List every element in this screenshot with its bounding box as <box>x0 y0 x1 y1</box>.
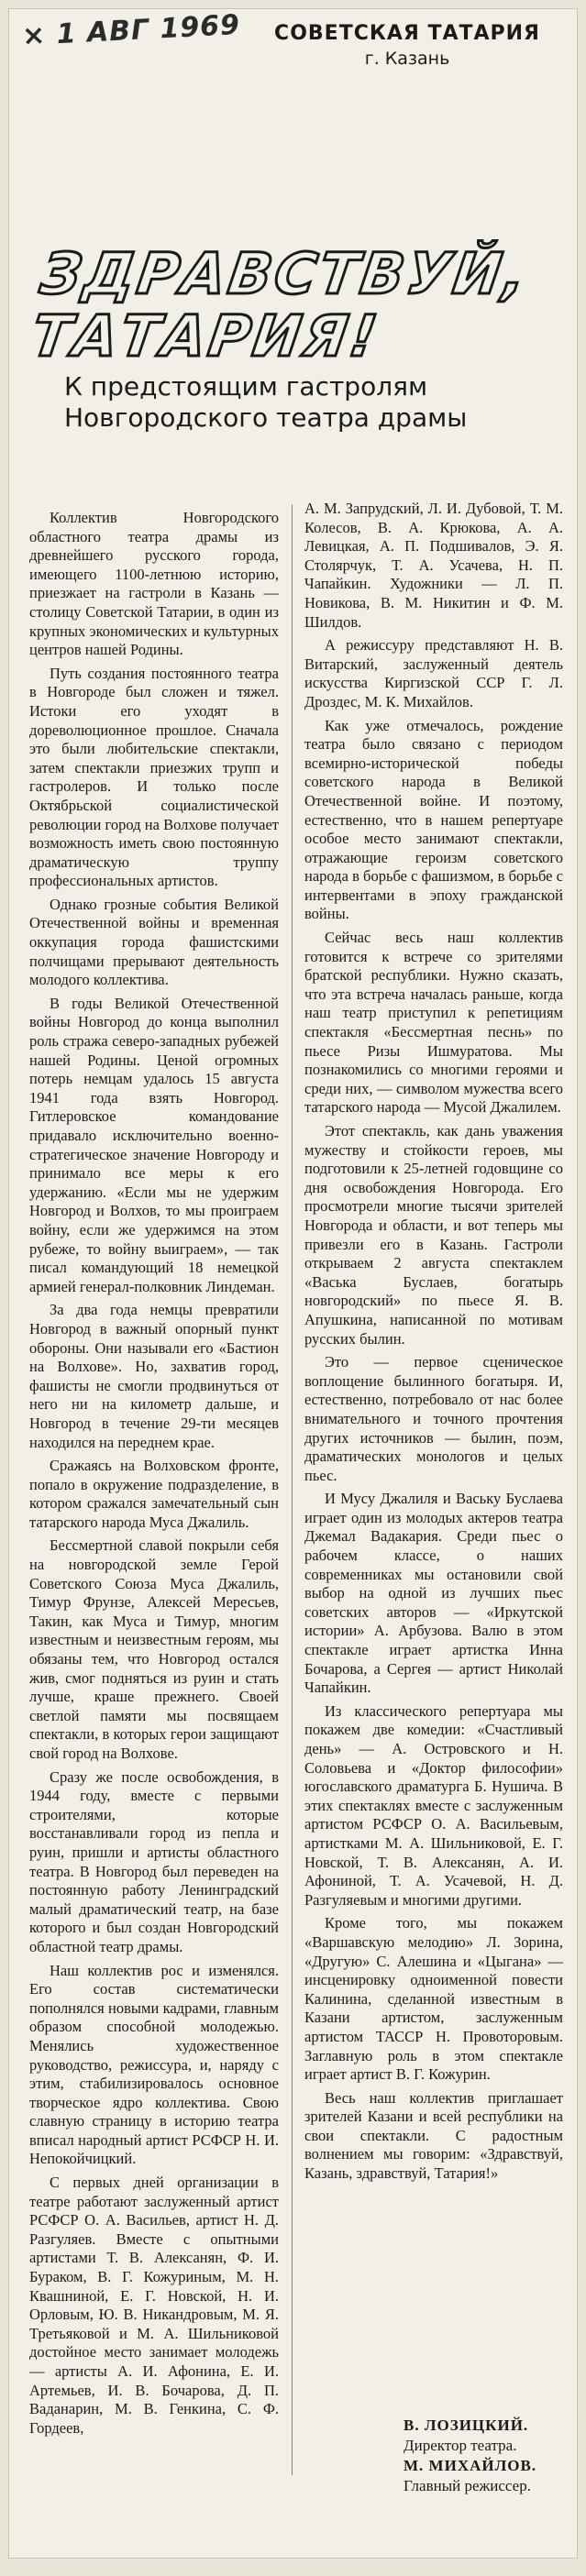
newspaper-city: г. Казань <box>364 49 450 69</box>
signature-block <box>404 2416 569 2496</box>
signature-role: Директор театра. <box>404 2437 517 2454</box>
signature-role: Главный режиссер. <box>404 2477 531 2494</box>
paragraph: Сражаясь на Волховском фронте, попало в окружение подразделение, в котором сражался замечательный сын татарского народа Муса Джалиль. <box>29 1457 279 1531</box>
paragraph: С первых дней организации в театре работают заслуженный артист РСФСР О. А. Васильев, артист Н. Д. Разгуляев. Вместе с опытными артистами Т. В. Алексанян, Ф. И. Бураком, В. Г. Кожуриным, М. Н. Квашниной, Е. Г. Новской, Н. И. Орловым, Ю. В. Никандровым, М. Я. Третьяковой и М. А. Шильниковой достойное место занимает молодежь — артисты А. И. Афонина, Е. И. Артемьев, И. В. Бочарова, Д. П. Ваданарин, М. В. Генкина, С. Ф. Гордеев, <box>29 2174 279 2437</box>
paragraph: Кроме того, мы покажем «Варшавскую мелодию» Л. Зорина, «Другую» С. Алешина и «Цыгана» — инсценировку одноименной повести Калинина, сделанной известным в Казани артистом, заслуженным артистом ТАССР Н. Провоторовым. Заглавную роль в этом спектакле играет артист В. Г. Кожурин. <box>304 1914 563 2084</box>
paragraph: А. М. Запрудский, Л. И. Дубовой, Т. М. Колесов, В. А. Крюкова, А. А. Левицкая, А. П. Подшивалов, Э. Я. Столярчук, Т. А. Усачева, Н. П. Чапайкин. Художники — Л. П. Новикова, В. М. Никитин и Ф. М. Шилдов. <box>304 500 563 631</box>
article-column-left <box>29 509 279 2442</box>
paragraph: В годы Великой Отечественной войны Новгород до конца выполнил роль стража северо-западных рубежей нашей Родины. Ценой огромных потерь немцам удалось 15 августа 1941 года взять Новгород. Гитлеровское командование придавало исключительно военно-стратегическое значение Новгороду и принимало все меры к его удержанию. «Если мы не удержим Новгород и Волхов, то мы проиграем войну, если же удержимся на этом рубеже, то войну выиграем», — так писал командующий 18 немецкой армией генерал-полковник Линдеман. <box>29 994 279 1295</box>
newspaper-clipping <box>9 9 577 2558</box>
paragraph: Это — первое сценическое воплощение былинного богатыря. И, естественно, потребовало от нас более внимательного и точного прочтения других источников — былин, поэм, драматических монологов и целых пьес. <box>304 1353 563 1484</box>
paragraph: Из классического репертуара мы покажем две комедии: «Счастливый день» — А. Островского и Н. Соловьева и «Доктор философии» югославского драматурга Б. Нушича. В этих спектаклях вместе с заслуженным артистом РСФСР О. А. Васильевым, артистками М. А. Шильниковой, Е. Г. Новской, Т. В. Алексанян, А. И. Афониной, Т. А. Усачевой, Н. Д. Разгуляевым и многими другими. <box>304 1701 563 1909</box>
article-column-right <box>304 500 563 2188</box>
paragraph: Сейчас весь наш коллектив готовится к встрече со зрителями братской республики. Нужно сказать, что эта встреча началась раньше, когда наш театр приступил к репетициям спектакля «Бессмертная песнь» по пьесе Ризы Ишмуратова. Мы познакомились со многими героями и среди них, — символом мужества всего татарского народа — Мусой Джалилем. <box>304 929 563 1117</box>
headline: ЗДРАВСТВУЙ, ТАТАРИЯ! <box>28 240 534 369</box>
column-divider <box>292 504 293 2475</box>
paragraph: Сразу же после освобождения, в 1944 году, вместе с первыми строителями, которые восстанавливали город из пепла и руин, пришли и артисты областного театра. В Новгород был переведен на постоянную работу Ленинградский малый драматический театр, на базе которого и был создан Новгородский областной театр драмы. <box>29 1767 279 1955</box>
paragraph: Как уже отмечалось, рождение театра было связано с периодом всемирно-исторической победы советского народа в Великой Отечественной войне. И поэтому, естественно, что в нашем репертуаре особое место занимают спектакли, отражающие героизм советского народа в борьбе с фашизмом, в борьбе с интервентами в эпоху гражданской войны. <box>304 716 563 923</box>
newspaper-name: СОВЕТСКАЯ ТАТАРИЯ <box>274 22 540 45</box>
signature-name: В. ЛОЗИЦКИЙ. <box>404 2416 529 2434</box>
paragraph: Весь наш коллектив приглашает зрителей Казани и всей республики на свои спектакли. С радостным волнением мы говорим: «Здравствуй, Казань, здравствуй, Татария!» <box>304 2088 563 2183</box>
paragraph: Путь создания постоянного театра в Новгороде был сложен и тяжел. Истоки его уходят в дореволюционное прошлое. Сначала это были любительские спектакли, затем спектакли приезжих трупп и гастролеров. И только после Октябрьской социалистической революции город на Волхове получает возможность иметь свою постоянную драматическую труппу профессиональных артистов. <box>29 664 279 890</box>
handwritten-date: × 1 АВГ 1969 <box>21 9 241 53</box>
paragraph: Наш коллектив рос и изменялся. Его состав систематически пополнялся новыми кадрами, главным образом способной молодежью. Менялись художественное руководство, режиссура, и, наряду с этим, стабилизировалось основное творческое ядро коллектива. Свою славную страницу в историю театра вписал народный артист РСФСР Н. И. Непокойчицкий. <box>29 1961 279 2168</box>
masthead <box>274 22 540 69</box>
paragraph: Бессмертной славой покрыли себя на новгородской земле Герой Советского Союза Муса Джалиль, Тимур Фрунзе, Алексей Мересьев, Такин, как Муса и Тимур, многим известным и неизвестным героям, мы обязаны тем, что Новгород остался жив, смог подняться из руин и стать лучше, краше прежнего. Своей светлой памяти мы посвящаем спектакли, в которых герои защищают свой город на Волхове. <box>29 1536 279 1762</box>
paragraph: Этот спектакль, как дань уважения мужеству и стойкости героев, мы подготовили к 25-летней годовщине со дня освобождения Новгорода. Его просмотрели многие тысячи зрителей Новгорода и области, и вот теперь мы привезли его в Казань. Гастроли открываем 2 августа спектаклем «Васька Буслаев, богатырь новгородский» по пьесе Я. В. Апушкина, написанной по мотивам русских былин. <box>304 1122 563 1348</box>
paragraph: А режиссуру представляют Н. В. Витарский, заслуженный деятель искусства Киргизской ССР Г. Л. Дроздес, М. К. Михайлов. <box>304 636 563 710</box>
paragraph: Однако грозные события Великой Отечественной войны и временная оккупация города фашистскими полчищами прерывают деятельность молодого коллектива. <box>29 895 279 989</box>
subtitle: К предстоящим гастролям Новгородского театра драмы <box>64 371 468 433</box>
paragraph: Коллектив Новгородского областного театра драмы из древнейшего русского города, имеющего 1100-летнюю историю, приезжает на гастроли в Казань — столицу Советской Татарии, в один из крупных экономических и культурных центров нашей Родины. <box>29 509 279 659</box>
paragraph: И Мусу Джалиля и Ваську Буслаева играет один из молодых актеров театра Джемал Вадакария. Среди пьес о рабочем классе, о наших современниках мы остановили свой выбор на одной из лучших пьес советских авторов — «Иркутской истории» А. Арбузова. Валю в этом спектакле играет артистка Инна Бочарова, а Сергея — артист Николай Чапайкин. <box>304 1490 563 1697</box>
paragraph: За два года немцы превратили Новгород в важный опорный пункт обороны. Они называли его «Бастион на Волхове». Но, захватив город, фашисты не смогли продвинуться от него ни на километр дальше, и Новгород в течение 29-ти месяцев находился на переднем крае. <box>29 1301 279 1451</box>
signature-name: М. МИХАЙЛОВ. <box>404 2457 537 2474</box>
